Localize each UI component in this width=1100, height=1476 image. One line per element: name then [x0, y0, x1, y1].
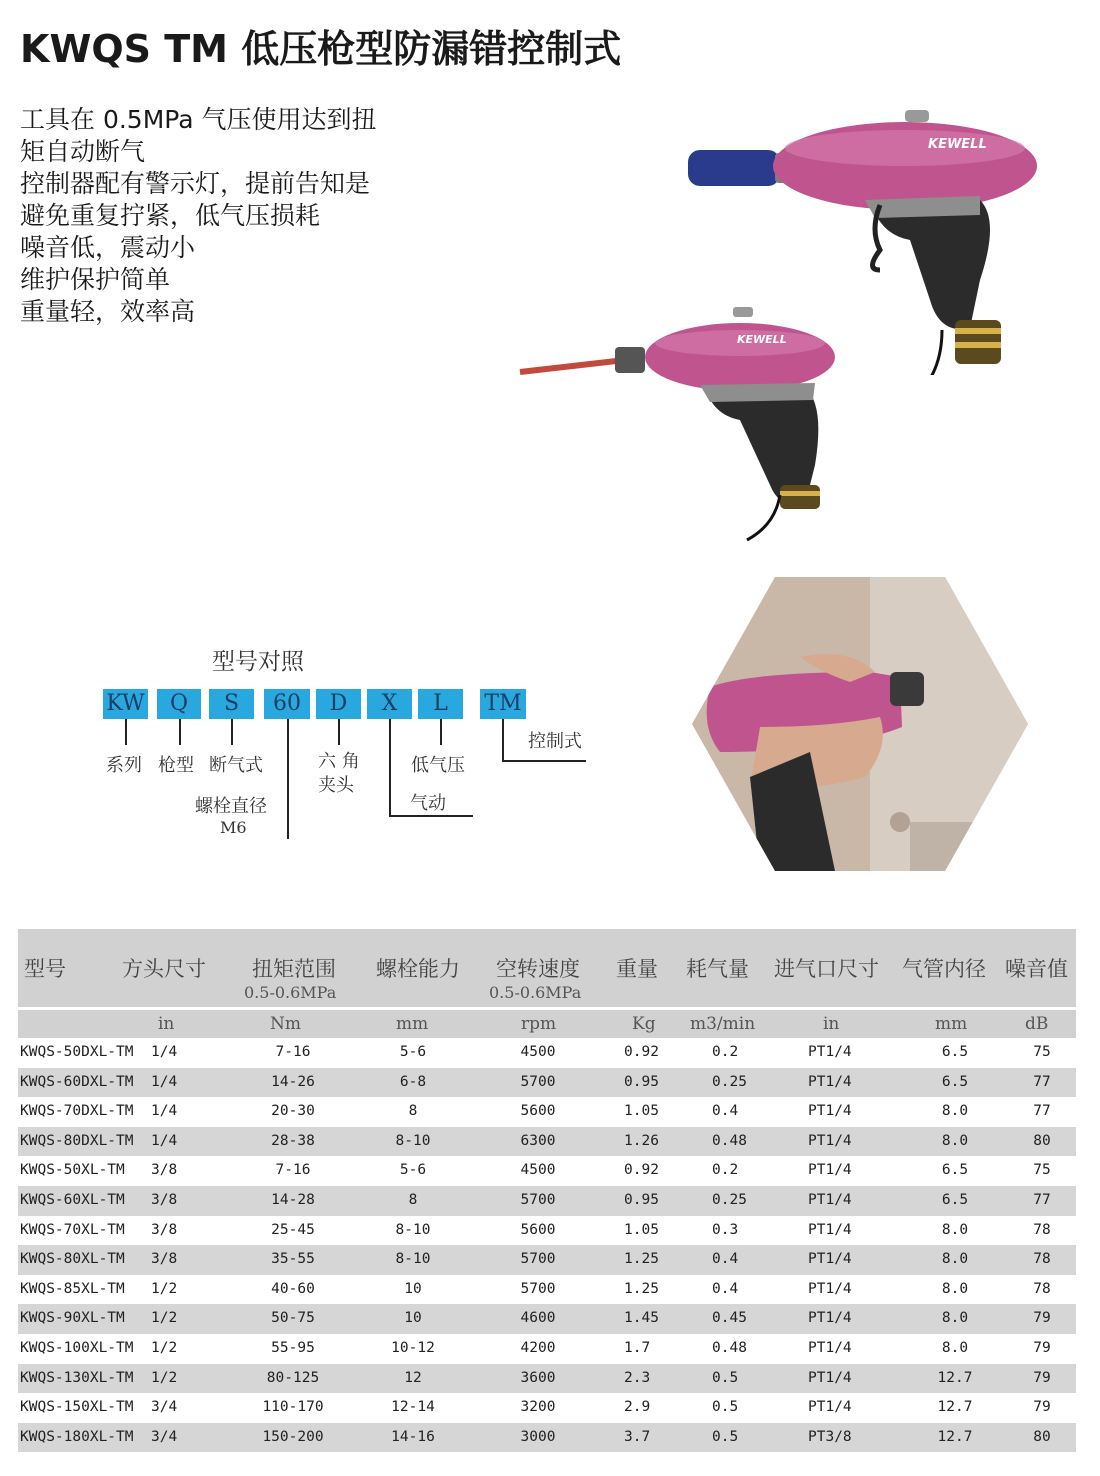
table-cell: KWQS-85XL-TM	[20, 1280, 125, 1297]
table-cell: 80	[1033, 1428, 1051, 1445]
table-cell: 8.0	[941, 1103, 969, 1120]
connector-line	[440, 719, 442, 745]
table-row	[18, 1068, 1076, 1098]
brand-logo: KEWELL	[928, 137, 987, 152]
table-cell: 75	[1033, 1044, 1051, 1060]
connector-line	[231, 719, 233, 745]
table-cell: 1/2	[151, 1310, 178, 1327]
connector-line	[179, 719, 181, 745]
table-cell: PT1/4	[808, 1073, 852, 1090]
connector-line	[389, 719, 391, 817]
table-cell: 1.7	[624, 1339, 651, 1356]
table-cell: 10-12	[391, 1339, 435, 1356]
table-cell: 1/4	[151, 1044, 178, 1060]
table-cell: 0.92	[624, 1044, 659, 1060]
table-cell: 10	[404, 1310, 422, 1327]
table-cell: 0.5	[712, 1369, 739, 1386]
label-gun: 枪型	[158, 755, 194, 776]
table-cell: 6.5	[941, 1073, 969, 1090]
header-speed-sub: 0.5-0.6MPa	[489, 983, 582, 1002]
table-cell: KWQS-90XL-TM	[20, 1310, 125, 1327]
table-cell: 28-38	[271, 1132, 315, 1149]
table-cell: 110-170	[262, 1399, 324, 1416]
table-cell: 8-10	[395, 1251, 431, 1268]
code-box-kw: KW	[103, 689, 148, 719]
table-cell: 4200	[520, 1339, 556, 1356]
table-cell: 14-26	[271, 1073, 315, 1090]
unit-cell: rpm	[521, 1014, 557, 1034]
table-cell: 8.0	[941, 1221, 969, 1238]
header-torque: 扭矩范围	[252, 957, 336, 981]
code-box-l: L	[418, 689, 463, 719]
table-cell: 1.26	[624, 1132, 659, 1149]
table-cell: 0.5	[712, 1428, 739, 1445]
table-cell: 8	[408, 1103, 418, 1120]
header-square: 方头尺寸	[122, 957, 206, 981]
table-cell: 5700	[520, 1280, 556, 1297]
connector-line	[338, 719, 340, 745]
table-cell: PT1/4	[808, 1369, 852, 1386]
table-cell: 25-45	[271, 1221, 315, 1238]
table-cell: 1/4	[151, 1103, 178, 1120]
table-cell: 50-75	[271, 1310, 315, 1327]
table-cell: PT1/4	[808, 1339, 852, 1356]
label-hex: 六 角	[318, 751, 360, 772]
table-cell: 0.4	[712, 1280, 739, 1297]
table-cell: 1.05	[624, 1103, 659, 1120]
table-cell: 8.0	[941, 1280, 969, 1297]
table-cell: 2.9	[624, 1399, 651, 1416]
table-cell: PT1/4	[808, 1310, 852, 1327]
feature-list	[20, 104, 377, 328]
connector-line	[389, 815, 473, 817]
table-cell: 5700	[520, 1251, 556, 1268]
table-cell: 4500	[520, 1162, 556, 1179]
table-cell: 6300	[520, 1132, 556, 1149]
code-box-x: X	[367, 689, 412, 719]
table-cell: 1/2	[151, 1339, 178, 1356]
table-cell: 1.45	[624, 1310, 659, 1327]
table-cell: PT3/8	[808, 1428, 852, 1445]
table-cell: PT1/4	[808, 1221, 852, 1238]
unit-cell: dB	[1025, 1014, 1049, 1034]
label-series: 系列	[106, 755, 142, 776]
table-cell: 0.95	[624, 1073, 659, 1090]
table-cell: 12-14	[391, 1399, 435, 1416]
header-bolt: 螺栓能力	[376, 957, 460, 981]
table-cell: 4600	[520, 1310, 556, 1327]
table-cell: 6-8	[399, 1073, 427, 1090]
table-cell: 0.4	[712, 1103, 739, 1120]
table-cell: 12.7	[937, 1369, 973, 1386]
table-cell: 1/4	[151, 1132, 178, 1149]
table-cell: 35-55	[271, 1251, 315, 1268]
header-inlet: 进气口尺寸	[774, 957, 879, 981]
table-cell: 78	[1033, 1280, 1051, 1297]
table-cell: 3200	[520, 1399, 556, 1416]
table-cell: 3/8	[151, 1162, 178, 1179]
table-row	[18, 1097, 1076, 1127]
table-cell: 75	[1033, 1162, 1051, 1179]
table-cell: PT1/4	[808, 1191, 852, 1208]
table-row	[18, 1156, 1076, 1186]
feature-line: 维护保护简单	[20, 265, 171, 294]
table-cell: KWQS-50DXL-TM	[20, 1044, 134, 1060]
table-cell: 77	[1033, 1103, 1051, 1120]
table-cell: 78	[1033, 1251, 1051, 1268]
table-cell: 77	[1033, 1191, 1051, 1208]
table-cell: 78	[1033, 1221, 1051, 1238]
table-cell: 3/8	[151, 1251, 178, 1268]
unit-cell: mm	[396, 1014, 429, 1034]
table-cell: 5700	[520, 1191, 556, 1208]
label-bolt: 螺栓直径	[195, 796, 267, 817]
table-cell: 3.7	[624, 1428, 651, 1445]
table-cell: 14-28	[271, 1191, 315, 1208]
table-cell: 3000	[520, 1428, 556, 1445]
usage-photo	[690, 577, 1030, 871]
table-cell: 3/4	[151, 1399, 178, 1416]
header-noise: 噪音值	[1005, 957, 1068, 981]
table-cell: PT1/4	[808, 1044, 852, 1060]
table-cell: PT1/4	[808, 1103, 852, 1120]
table-cell: 6.5	[941, 1044, 969, 1060]
table-cell: KWQS-150XL-TM	[20, 1399, 134, 1416]
table-cell: 3/4	[151, 1428, 178, 1445]
feature-line: 重量轻，效率高	[20, 297, 196, 326]
table-cell: 77	[1033, 1073, 1051, 1090]
table-cell: KWQS-80XL-TM	[20, 1251, 125, 1268]
table-cell: 79	[1033, 1339, 1051, 1356]
unit-cell: Nm	[270, 1014, 301, 1034]
table-cell: 0.4	[712, 1251, 739, 1268]
table-cell: 3/8	[151, 1221, 178, 1238]
table-cell: KWQS-50XL-TM	[20, 1162, 125, 1179]
table-cell: 8.0	[941, 1251, 969, 1268]
table-cell: 6.5	[941, 1162, 969, 1179]
code-box-tm: TM	[480, 689, 526, 719]
table-cell: KWQS-60XL-TM	[20, 1191, 125, 1208]
table-cell: KWQS-180XL-TM	[20, 1428, 134, 1445]
table-cell: 0.48	[712, 1132, 747, 1149]
table-row	[18, 1186, 1076, 1216]
table-cell: 0.25	[712, 1073, 747, 1090]
header-torque-sub: 0.5-0.6MPa	[244, 983, 337, 1002]
table-row	[18, 1275, 1076, 1305]
table-cell: 12.7	[937, 1428, 973, 1445]
table-cell: 79	[1033, 1369, 1051, 1386]
brand-logo: KEWELL	[737, 333, 787, 346]
table-row	[18, 1127, 1076, 1157]
table-cell: 0.5	[712, 1399, 739, 1416]
table-cell: 1/2	[151, 1369, 178, 1386]
table-cell: 55-95	[271, 1339, 315, 1356]
table-cell: 5600	[520, 1221, 556, 1238]
unit-cell: m3/min	[690, 1014, 756, 1034]
label-lowp: 低气压	[411, 755, 465, 776]
table-cell: 7-16	[275, 1044, 311, 1060]
table-units	[18, 1010, 1076, 1038]
table-cell: PT1/4	[808, 1132, 852, 1149]
model-code-title: 型号对照	[212, 649, 304, 675]
spec-table	[18, 929, 1076, 1452]
table-cell: PT1/4	[808, 1280, 852, 1297]
table-cell: 0.45	[712, 1310, 747, 1327]
product-photo-small	[515, 305, 845, 545]
label-bolt-size: M6	[220, 818, 247, 837]
table-cell: PT1/4	[808, 1251, 852, 1268]
header-model: 型号	[24, 957, 66, 981]
table-cell: 79	[1033, 1310, 1051, 1327]
feature-line: 矩自动断气	[20, 137, 146, 166]
feature-line: 避免重复拧紧，低气压损耗	[20, 201, 321, 230]
code-box-q: Q	[157, 689, 201, 719]
table-cell: 150-200	[262, 1428, 324, 1445]
table-cell: 0.95	[624, 1191, 659, 1208]
table-row	[18, 1216, 1076, 1246]
table-row	[18, 1304, 1076, 1334]
table-cell: 80	[1033, 1132, 1051, 1149]
table-row	[18, 1393, 1076, 1423]
table-cell: KWQS-130XL-TM	[20, 1369, 134, 1386]
screwdriver-bit	[520, 360, 625, 372]
table-cell: 12.7	[937, 1399, 973, 1416]
pistol-grip	[870, 200, 990, 329]
unit-cell: mm	[935, 1014, 968, 1034]
header-speed: 空转速度	[496, 957, 580, 981]
code-box-60: 60	[264, 689, 310, 719]
header-air: 耗气量	[686, 957, 749, 981]
table-cell: 3/8	[151, 1191, 178, 1208]
code-box-s: S	[209, 689, 254, 719]
label-ctrl: 控制式	[528, 731, 582, 752]
table-cell: 8	[408, 1191, 418, 1208]
table-cell: 12	[404, 1369, 422, 1386]
table-cell: 2.3	[624, 1369, 651, 1386]
table-cell: 1.25	[624, 1280, 659, 1297]
table-cell: 8.0	[941, 1310, 969, 1327]
table-cell: 5700	[520, 1073, 556, 1090]
table-cell: 14-16	[391, 1428, 435, 1445]
connector-line	[502, 760, 586, 762]
table-cell: 8-10	[395, 1221, 431, 1238]
table-cell: PT1/4	[808, 1162, 852, 1179]
table-cell: KWQS-70DXL-TM	[20, 1103, 134, 1120]
table-cell: KWQS-70XL-TM	[20, 1221, 125, 1238]
table-cell: 1/4	[151, 1073, 178, 1090]
table-cell: 8.0	[941, 1339, 969, 1356]
table-row	[18, 1038, 1076, 1068]
table-cell: 40-60	[271, 1280, 315, 1297]
unit-cell: in	[158, 1014, 175, 1034]
table-cell: 4500	[520, 1044, 556, 1060]
feature-line: 噪音低，震动小	[20, 233, 196, 262]
table-row	[18, 1334, 1076, 1364]
table-row	[18, 1364, 1076, 1394]
table-cell: KWQS-60DXL-TM	[20, 1073, 134, 1090]
table-cell: 0.2	[712, 1162, 739, 1179]
unit-cell: Kg	[632, 1014, 656, 1034]
table-row	[18, 1423, 1076, 1453]
feature-line: 控制器配有警示灯，提前告知是	[20, 169, 371, 198]
table-cell: 5-6	[399, 1162, 427, 1179]
label-pneu: 气动	[410, 793, 446, 814]
table-cell: 5-6	[399, 1044, 427, 1060]
table-cell: 1.05	[624, 1221, 659, 1238]
table-cell: 79	[1033, 1399, 1051, 1416]
table-cell: 8.0	[941, 1132, 969, 1149]
table-cell: PT1/4	[808, 1399, 852, 1416]
label-chuck: 夹头	[318, 775, 354, 796]
table-cell: 6.5	[941, 1191, 969, 1208]
label-shutoff: 断气式	[209, 755, 263, 776]
table-row	[18, 1245, 1076, 1275]
table-cell: 7-16	[275, 1162, 311, 1179]
table-cell: 3600	[520, 1369, 556, 1386]
table-cell: 5600	[520, 1103, 556, 1120]
table-cell: 0.48	[712, 1339, 747, 1356]
table-cell: KWQS-80DXL-TM	[20, 1132, 134, 1149]
code-box-d: D	[316, 689, 361, 719]
connector-line	[502, 719, 504, 762]
page-title: KWQS TM 低压枪型防漏错控制式	[20, 27, 622, 71]
table-cell: 1/2	[151, 1280, 178, 1297]
connector-line	[287, 719, 289, 839]
header-hose: 气管内径	[902, 957, 986, 981]
table-cell: 0.92	[624, 1162, 659, 1179]
table-body	[18, 1038, 1076, 1452]
table-cell: 8-10	[395, 1132, 431, 1149]
connector-line	[125, 719, 127, 745]
table-cell: 10	[404, 1280, 422, 1297]
table-cell: 80-125	[266, 1369, 320, 1386]
unit-cell: in	[823, 1014, 840, 1034]
table-header	[18, 929, 1076, 1007]
table-cell: 0.25	[712, 1191, 747, 1208]
table-cell: 1.25	[624, 1251, 659, 1268]
header-weight: 重量	[616, 957, 658, 981]
table-cell: KWQS-100XL-TM	[20, 1339, 134, 1356]
table-cell: 0.3	[712, 1221, 739, 1238]
feature-line: 工具在 0.5MPa 气压使用达到扭	[20, 105, 377, 134]
table-cell: 20-30	[271, 1103, 315, 1120]
table-cell: 0.2	[712, 1044, 739, 1060]
